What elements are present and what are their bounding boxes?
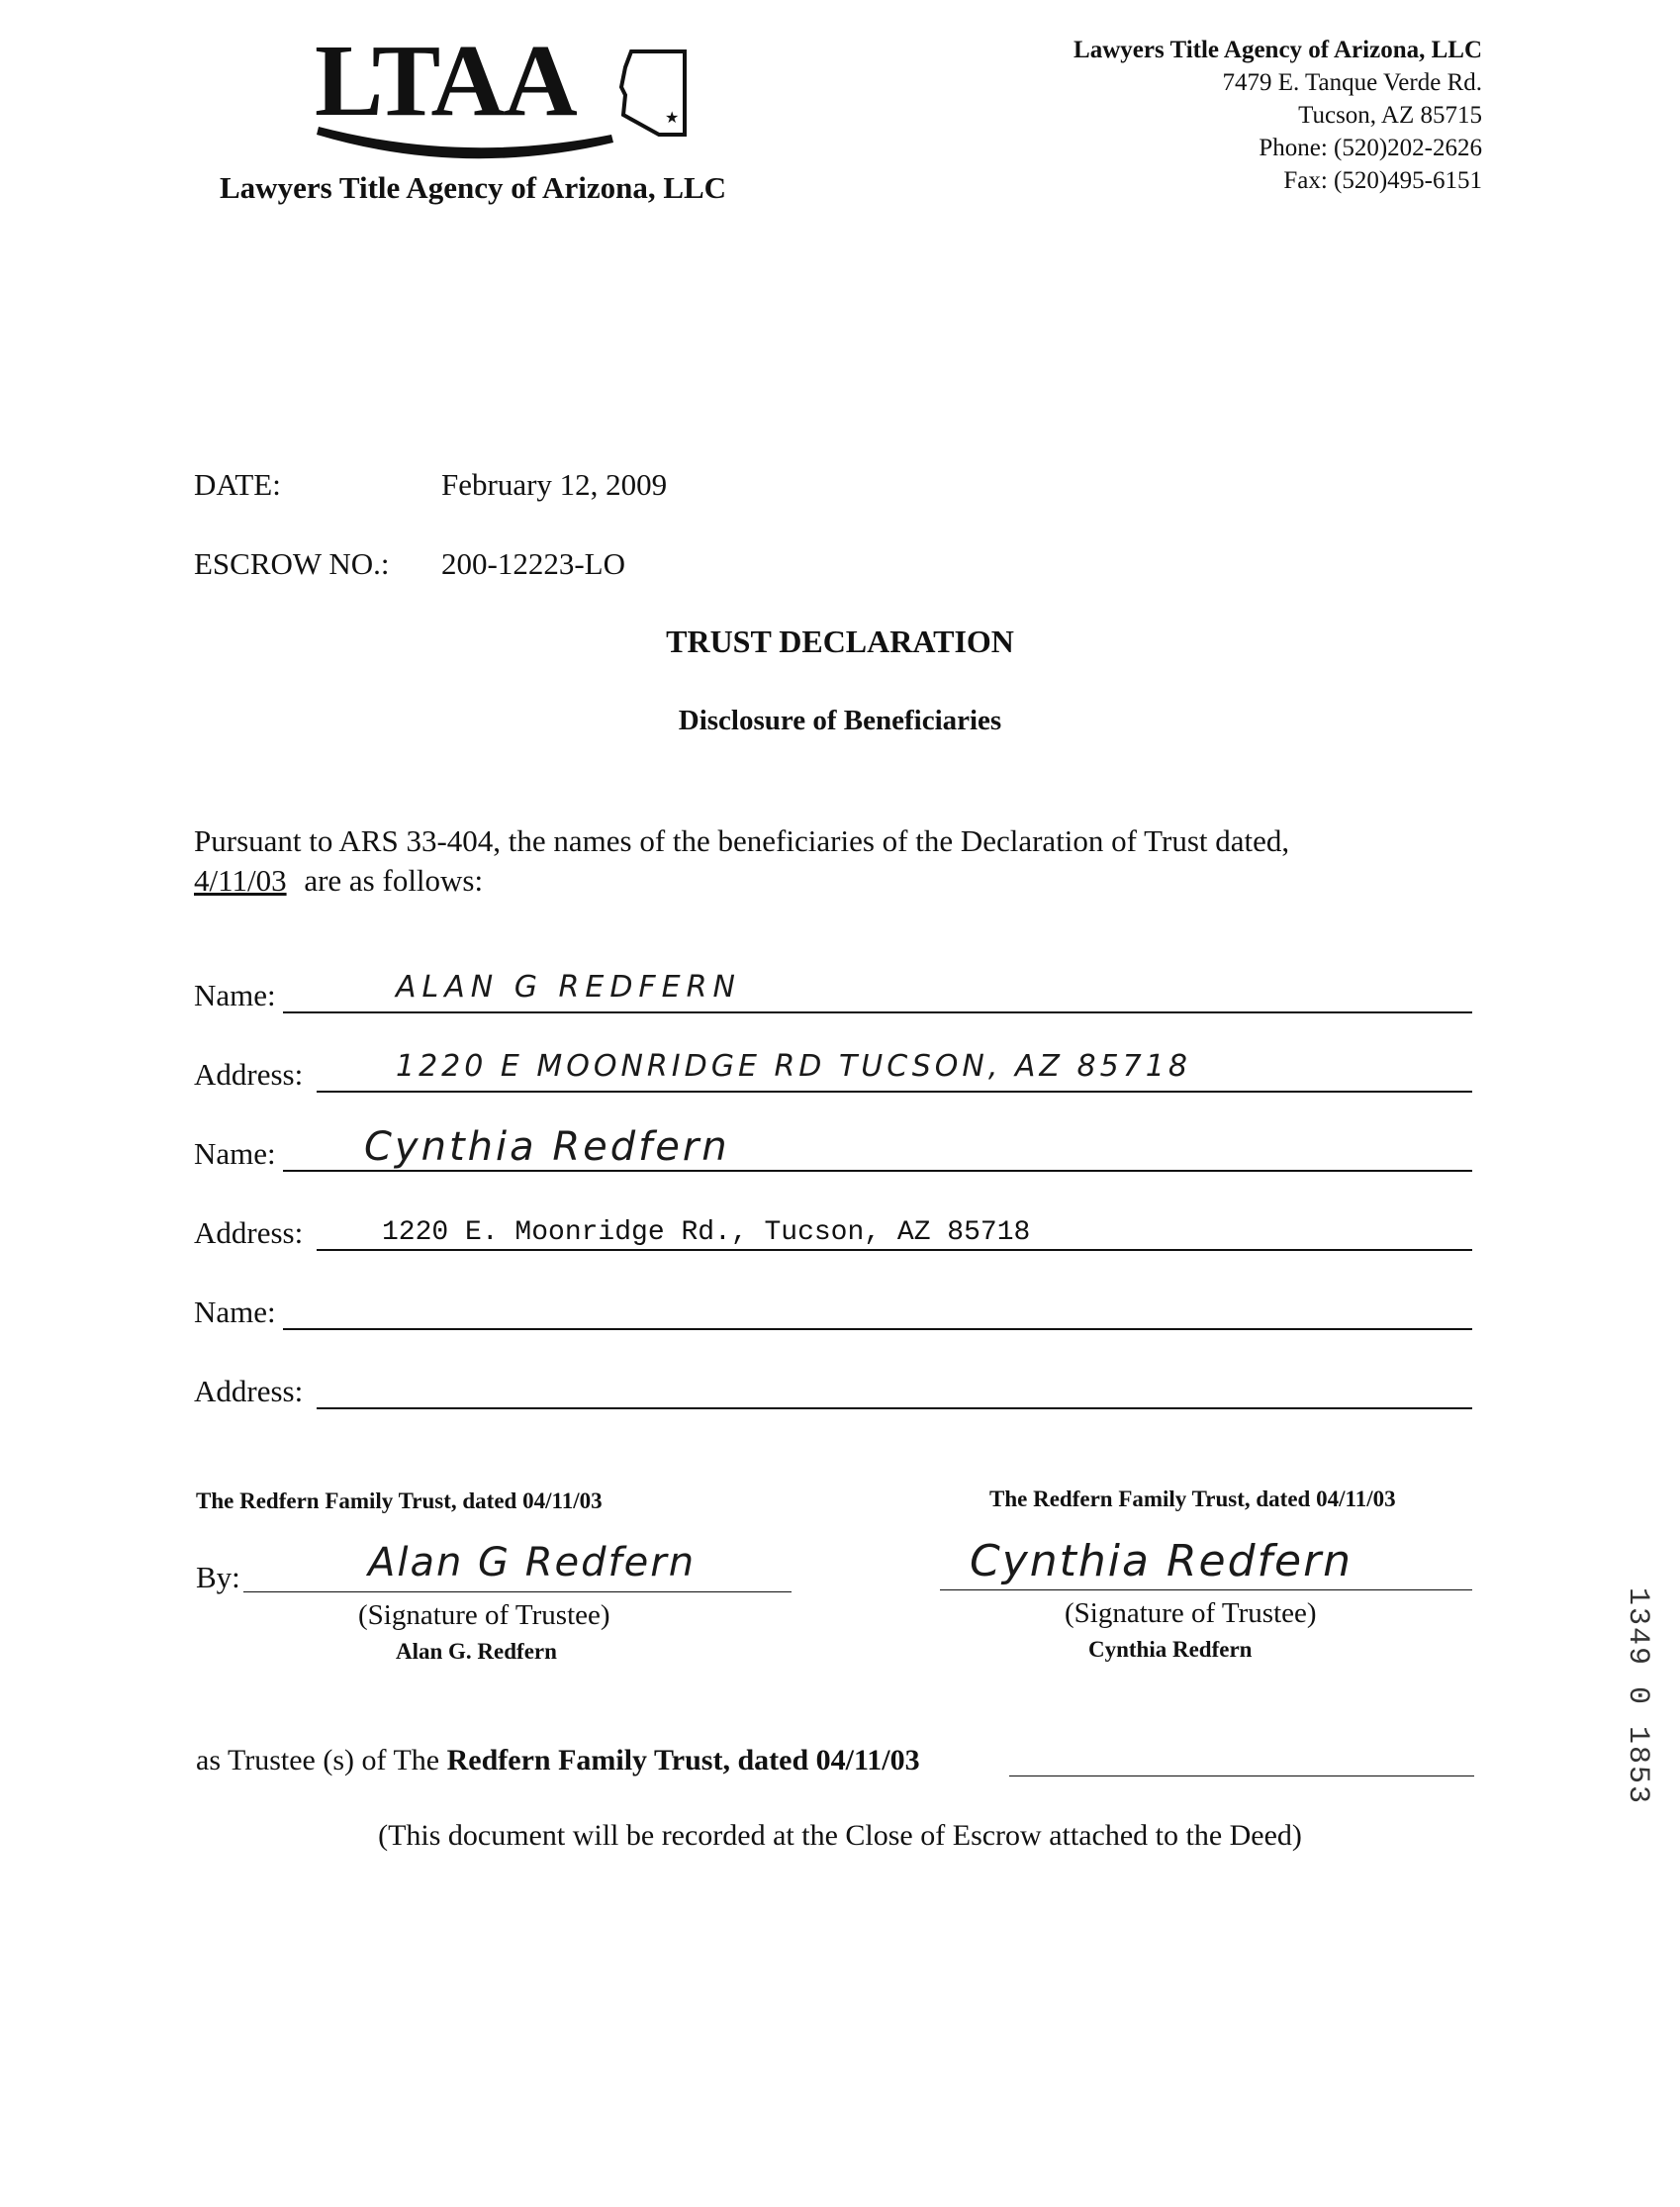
- logo-subtitle: Lawyers Title Agency of Arizona, LLC: [220, 170, 727, 205]
- left-signature-line: [243, 1591, 792, 1592]
- escrow-label: ESCROW NO.:: [194, 546, 390, 581]
- trustee-fill-line: [1009, 1775, 1474, 1776]
- left-signature: Alan G Redfern: [368, 1540, 697, 1585]
- logo-swoosh: [315, 107, 621, 166]
- address-label-3: Address:: [194, 1374, 304, 1408]
- trust-date: 4/11/03: [194, 863, 287, 898]
- escrow-value: 200-12223-LO: [441, 546, 625, 581]
- address-value-2: 1220 E. Moonridge Rd., Tucson, AZ 85718: [382, 1217, 1031, 1248]
- date-value: February 12, 2009: [441, 467, 668, 502]
- name-label-2: Name:: [194, 1136, 276, 1171]
- left-signature-caption: (Signature of Trustee): [358, 1599, 610, 1631]
- address-line-3: [317, 1407, 1472, 1409]
- intro-rest: are as follows:: [304, 863, 484, 898]
- trustee-line: [196, 1744, 920, 1777]
- company-logo: [315, 24, 691, 156]
- fax-number: Fax: (520)495-6151: [1283, 167, 1482, 194]
- address-block: [1073, 34, 1482, 197]
- recording-note: (This document will be recorded at the Close of Escrow attached to the Deed): [378, 1819, 1302, 1852]
- street-address: 7479 E. Tanque Verde Rd.: [1222, 69, 1482, 96]
- logo-text: LTAA: [315, 24, 576, 138]
- name-label-3: Name:: [194, 1295, 276, 1329]
- company-name: Lawyers Title Agency of Arizona, LLC: [1073, 37, 1482, 63]
- address-value-1: 1220 E MOONRIDGE RD TUCSON, AZ 85718: [396, 1049, 1191, 1084]
- intro-line-1: Pursuant to ARS 33-404, the names of the beneficiaries of the Declaration of Trust dated,: [194, 823, 1290, 858]
- trustee-trust-name: Redfern Family Trust, dated 04/11/03: [446, 1744, 920, 1776]
- name-line-3: [283, 1328, 1472, 1330]
- address-label-1: Address:: [194, 1057, 304, 1092]
- right-trust-heading: The Redfern Family Trust, dated 04/11/03: [989, 1487, 1396, 1511]
- document-subtitle: Disclosure of Beneficiaries: [678, 705, 1002, 736]
- right-signature-line: [940, 1589, 1472, 1590]
- trustee-prefix: as Trustee (s) of The: [196, 1744, 440, 1776]
- svg-text:★: ★: [665, 110, 680, 127]
- right-signature-caption: (Signature of Trustee): [1065, 1597, 1317, 1629]
- document-title: TRUST DECLARATION: [666, 624, 1014, 659]
- address-label-2: Address:: [194, 1215, 304, 1250]
- city-state-zip: Tucson, AZ 85715: [1298, 102, 1482, 129]
- by-label: By:: [196, 1560, 240, 1594]
- name-line-2: [283, 1170, 1472, 1172]
- name-label-1: Name:: [194, 978, 276, 1012]
- phone-number: Phone: (520)202-2626: [1259, 135, 1482, 161]
- left-trustee-name: Alan G. Redfern: [396, 1639, 557, 1664]
- arizona-state-icon: [619, 48, 691, 139]
- name-line-1: [283, 1011, 1472, 1013]
- address-line-1: [317, 1091, 1472, 1093]
- right-signature: Cynthia Redfern: [970, 1536, 1353, 1586]
- left-trust-heading: The Redfern Family Trust, dated 04/11/03: [196, 1488, 603, 1513]
- date-label: DATE:: [194, 467, 281, 502]
- name-value-1: ALAN G REDFERN: [396, 970, 741, 1005]
- right-trustee-name: Cynthia Redfern: [1088, 1637, 1253, 1662]
- intro-line-2: [194, 863, 483, 899]
- address-line-2: [317, 1249, 1472, 1251]
- name-value-2: Cynthia Redfern: [364, 1124, 730, 1170]
- side-stamp: 1349 0 1853: [1621, 1587, 1654, 1806]
